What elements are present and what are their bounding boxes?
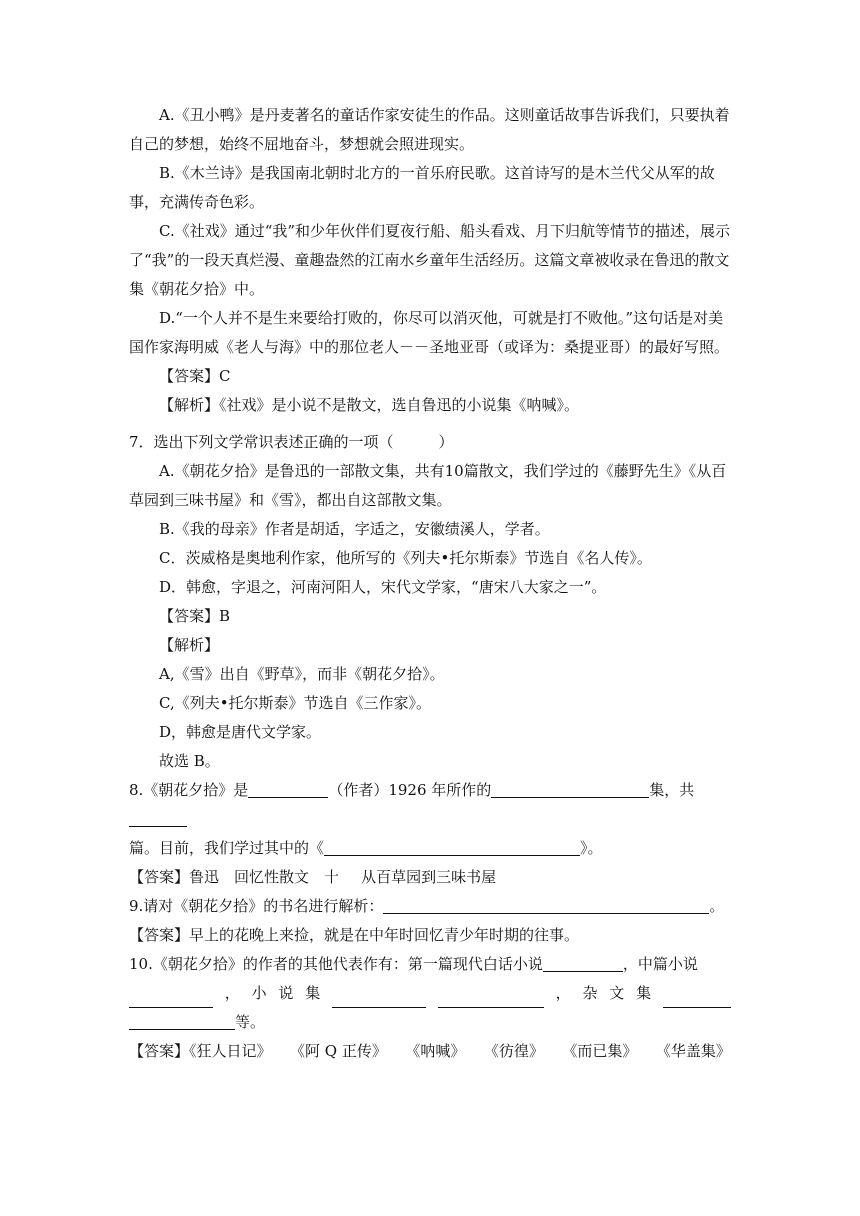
q7-option-d: D．韩愈，字退之，河南河阳人，宋代文学家，“唐宋八大家之一”。 xyxy=(159,578,607,596)
document-body xyxy=(129,101,731,1066)
q8-blank-count xyxy=(129,808,187,827)
q7-option-b: B.《我的母亲》作者是胡适，字适之，安徽绩溪人，学者。 xyxy=(159,520,550,538)
q8-answer-value: 从百草园到三味书屋 xyxy=(361,868,497,886)
q6-option-a: A.《丑小鸭》是丹麦著名的童话作家安徒生的作品。这则童话故事告诉我们，只要执着自己的梦想，始终不屈地奋斗，梦想就会照进现实。 xyxy=(129,106,730,153)
q8-text: 篇。目前，我们学过其中的《 xyxy=(129,839,325,857)
q8-answer-label: 【答案】 xyxy=(129,868,190,886)
q10-text: 杂 xyxy=(582,984,598,1002)
q10-text: ，中篇小说 xyxy=(622,955,698,973)
q8-stem xyxy=(129,776,731,834)
q8-blank-author xyxy=(248,779,328,798)
q8-answer-value: 十 xyxy=(324,868,340,886)
q9-blank xyxy=(383,895,709,914)
q10-answer-value: 《而已集》 xyxy=(562,1042,638,1060)
q7-option-a: A.《朝花夕拾》是鲁迅的一部散文集，共有10篇散文，我们学过的《藤野先生》《从百草园到三味书屋》和《雪》，都出自这部散文集。 xyxy=(129,462,727,509)
q8-stem-line2 xyxy=(129,834,731,863)
q8-text: 集，共 xyxy=(649,781,695,799)
q9-text: 。 xyxy=(709,897,725,915)
q9-stem xyxy=(129,892,731,921)
q6-option-b: B.《木兰诗》是我国南北朝时北方的一首乐府民歌。这首诗写的是木兰代父从军的故事，充满传奇色彩。 xyxy=(129,164,715,211)
q10-stem xyxy=(129,950,731,979)
q7-option-c: C．茨威格是奥地利作家，他所写的《列夫•托尔斯泰》节选自《名人传》。 xyxy=(159,549,652,567)
q10-text: 10.《朝花夕拾》的作者的其他代表作有：第一篇现代白话小说 xyxy=(129,955,543,973)
q10-answer-value: 《呐喊》 xyxy=(405,1042,466,1060)
q9-answer: 【答案】早上的花晚上来捡，就是在中年时回忆青少年时期的往事。 xyxy=(129,926,580,944)
q8-blank-title xyxy=(324,837,580,856)
q8-answer-value: 鲁迅 xyxy=(189,868,220,886)
q10-text: 集 xyxy=(636,984,652,1002)
q10-blank-collection-1 xyxy=(332,989,426,1008)
q7-analysis-line: 故选 B。 xyxy=(159,752,220,770)
q10-answer-value: 《狂人日记》 xyxy=(189,1042,272,1060)
q10-answer-first xyxy=(129,1037,272,1066)
q10-answer-value: 《华盖集》 xyxy=(655,1042,731,1060)
q10-text: 说 xyxy=(278,984,294,1002)
q7-analysis-line: A,《雪》出自《野草》，而非《朝花夕拾》。 xyxy=(159,665,445,683)
q7-analysis-line: C,《列夫•托尔斯泰》节选自《三作家》。 xyxy=(159,694,432,712)
q6-option-d: D.“一个人并不是生来要给打败的，你尽可以消灭他，可就是打不败他。”这句话是对美国作家海明威《老人与海》中的那位老人－－圣地亚哥（或译为：桑提亚哥）的最好写照。 xyxy=(129,309,730,356)
q10-blank-novella xyxy=(129,989,213,1008)
q10-blank-first-story xyxy=(543,953,623,972)
q10-text: 等。 xyxy=(235,1013,266,1031)
q6-analysis: 【解析】《社戏》是小说不是散文，选自鲁迅的小说集《呐喊》。 xyxy=(159,396,580,414)
q8-answer xyxy=(129,863,731,892)
q6-answer: 【答案】C xyxy=(159,367,231,385)
q10-text: 集 xyxy=(305,984,321,1002)
q8-text: 8.《朝花夕拾》是 xyxy=(129,781,249,799)
q7-answer: 【答案】B xyxy=(159,607,231,625)
q8-text: 》。 xyxy=(580,839,603,857)
q7-analysis-label: 【解析】 xyxy=(159,636,220,654)
q10-blank-collection-2 xyxy=(438,989,544,1008)
q9-text: 9.请对《朝花夕拾》的书名进行解析： xyxy=(129,897,384,915)
q10-answer-value: 《彷徨》 xyxy=(483,1042,544,1060)
q10-stem-line2 xyxy=(129,979,731,1008)
q8-answer-value: 回忆性散文 xyxy=(234,868,310,886)
q10-stem-line3 xyxy=(129,1008,731,1037)
q10-answer xyxy=(129,1037,731,1066)
q6-option-c: C.《社戏》通过“我”和少年伙伴们夏夜行船、船头看戏、月下归航等情节的描述，展示了“我”的一段天真烂漫、童趣盎然的江南水乡童年生活经历。这篇文章被收录在鲁迅的散文集《朝花夕拾》中。 xyxy=(129,222,731,298)
q10-text: ， xyxy=(555,984,571,1002)
q10-text: 文 xyxy=(609,984,625,1002)
q7-analysis-line: D，韩愈是唐代文学家。 xyxy=(159,723,322,741)
q10-text: 小 xyxy=(251,984,267,1002)
q10-blank-essay-1 xyxy=(663,989,731,1008)
q10-text: ， xyxy=(224,984,240,1002)
q8-blank-genre xyxy=(491,779,649,798)
q10-answer-label: 【答案】 xyxy=(129,1042,190,1060)
q7-stem: 7．选出下列文学常识表述正确的一项（ ） xyxy=(129,433,454,451)
q8-text: （作者）1926 年所作的 xyxy=(328,781,492,799)
q10-blank-essay-2 xyxy=(129,1011,235,1030)
q10-answer-value: 《阿 Q 正传》 xyxy=(290,1042,387,1060)
